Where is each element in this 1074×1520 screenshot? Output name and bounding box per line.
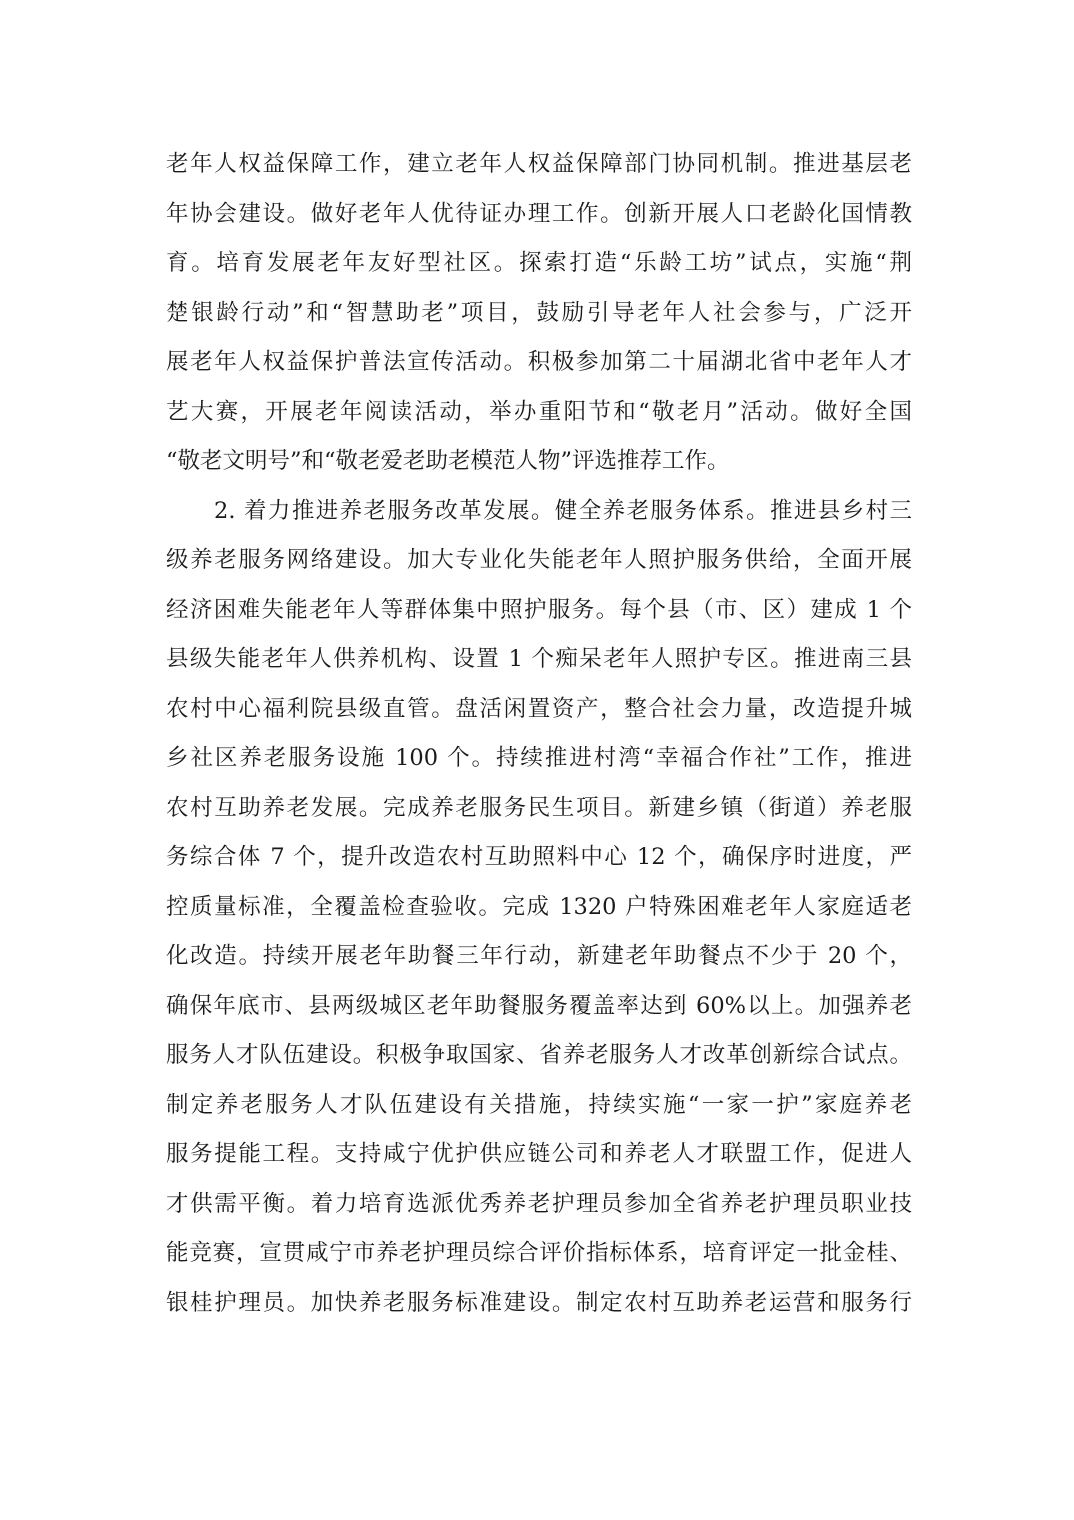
text-line: 服务人才队伍建设。积极争取国家、省养老服务人才改革创新综合试点。 <box>166 1042 912 1068</box>
text-line: 经济困难失能老年人等群体集中照护服务。每个县（市、区）建成 1 个 <box>166 596 912 623</box>
text-line: 展老年人权益保护普法宣传活动。积极参加第二十届湖北省中老年人才 <box>166 349 912 375</box>
document-body <box>166 140 912 1328</box>
text-line: 老年人权益保障工作，建立老年人权益保障部门协同机制。推进基层老 <box>166 151 912 177</box>
text-line: 才供需平衡。着力培育选派优秀养老护理员参加全省养老护理员职业技 <box>166 1190 912 1217</box>
text-line: 控质量标准，全覆盖检查验收。完成 1320 户特殊困难老年人家庭适老 <box>166 893 912 920</box>
text-line: 艺大赛，开展老年阅读活动，举办重阳节和“敬老月”活动。做好全国 <box>166 398 912 425</box>
text-line: 年协会建设。做好老年人优待证办理工作。创新开展人口老龄化国情教 <box>166 200 912 227</box>
text-line: 育。培育发展老年友好型社区。探索打造“乐龄工坊”试点，实施“荆 <box>166 250 912 276</box>
text-line: 农村互助养老发展。完成养老服务民生项目。新建乡镇（街道）养老服 <box>166 794 912 821</box>
text-line: 化改造。持续开展老年助餐三年行动，新建老年助餐点不少于 20 个， <box>166 943 912 969</box>
text-line: 服务提能工程。支持咸宁优护供应链公司和养老人才联盟工作，促进人 <box>166 1141 912 1167</box>
paragraph-elderly-care-reform <box>166 487 912 1329</box>
text-line: “敬老文明号”和“敬老爱老助老模范人物”评选推荐工作。 <box>166 448 730 474</box>
text-line: 2. 着力推进养老服务改革发展。健全养老服务体系。推进县乡村三 <box>214 497 912 524</box>
text-line: 农村中心福利院县级直管。盘活闲置资产，整合社会力量，改造提升城 <box>166 695 912 722</box>
text-line: 级养老服务网络建设。加大专业化失能老年人照护服务供给，全面开展 <box>166 547 912 573</box>
text-line: 楚银龄行动”和“智慧助老”项目，鼓励引导老年人社会参与，广泛开 <box>166 299 912 326</box>
text-line: 确保年底市、县两级城区老年助餐服务覆盖率达到 60%以上。加强养老 <box>166 992 912 1019</box>
text-line: 银桂护理员。加快养老服务标准建设。制定农村互助养老运营和服务行 <box>166 1289 912 1316</box>
text-line: 务综合体 7 个，提升改造农村互助照料中心 12 个，确保序时进度，严 <box>166 844 912 870</box>
text-line: 制定养老服务人才队伍建设有关措施，持续实施“一家一护”家庭养老 <box>166 1091 912 1118</box>
text-line: 能竞赛，宣贯咸宁市养老护理员综合评价指标体系，培育评定一批金桂、 <box>166 1240 912 1266</box>
paragraph-elderly-rights <box>166 140 912 487</box>
text-line: 县级失能老年人供养机构、设置 1 个痴呆老年人照护专区。推进南三县 <box>166 646 912 672</box>
text-line: 乡社区养老服务设施 100 个。持续推进村湾“幸福合作社”工作，推进 <box>166 745 912 771</box>
